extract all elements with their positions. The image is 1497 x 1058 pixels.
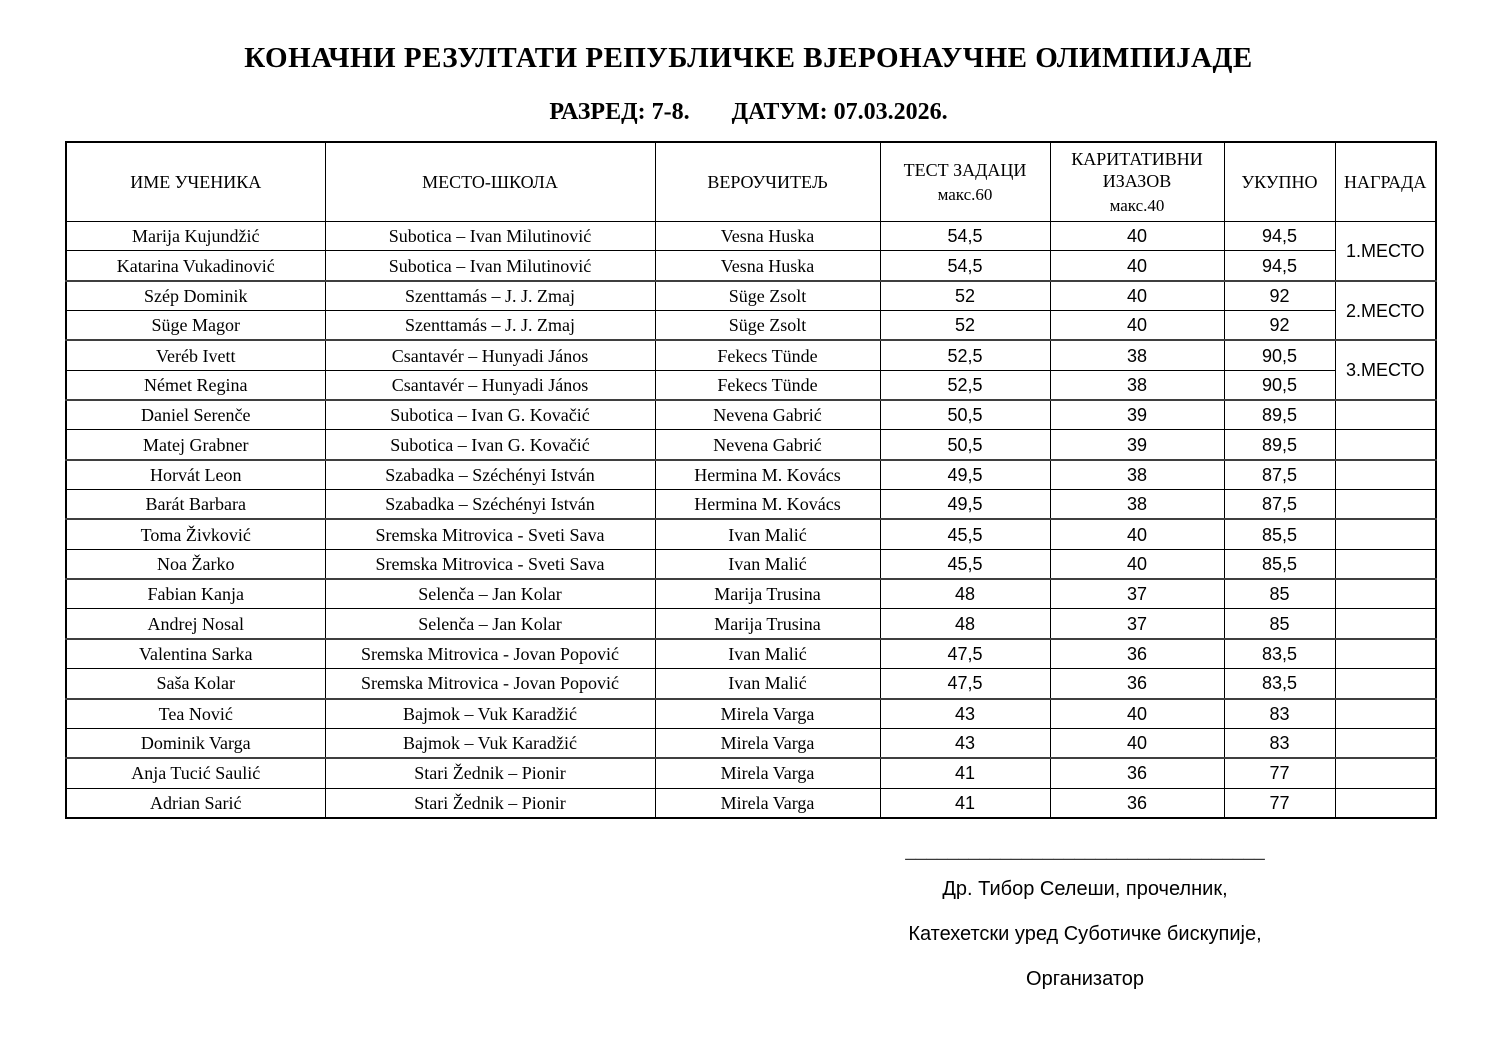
school-cell: Sremska Mitrovica - Jovan Popović — [325, 669, 655, 699]
award-cell — [1335, 788, 1436, 818]
test-score-cell: 41 — [880, 758, 1050, 788]
test-score-cell: 54,5 — [880, 251, 1050, 281]
results-row — [66, 639, 1436, 669]
total-score-cell: 90,5 — [1224, 370, 1335, 400]
teacher-cell: Mirela Varga — [655, 699, 880, 729]
test-score-cell: 52,5 — [880, 340, 1050, 370]
teacher-cell: Ivan Malić — [655, 639, 880, 669]
school-cell: Selenča – Jan Kolar — [325, 609, 655, 639]
header-student-name: ИМЕ УЧЕНИКА — [66, 142, 325, 222]
test-score-cell: 49,5 — [880, 460, 1050, 490]
award-cell: 3.МЕСТО — [1335, 340, 1436, 400]
school-cell: Szenttamás – J. J. Zmaj — [325, 311, 655, 341]
results-row — [66, 788, 1436, 818]
student-name-cell: Andrej Nosal — [66, 609, 325, 639]
subtitle-class-label: РАЗРЕД: 7-8. — [549, 99, 690, 125]
teacher-cell: Ivan Malić — [655, 549, 880, 579]
charity-score-cell: 38 — [1050, 490, 1224, 520]
total-score-cell: 85,5 — [1224, 549, 1335, 579]
student-name-cell: Német Regina — [66, 370, 325, 400]
test-score-cell: 48 — [880, 609, 1050, 639]
teacher-cell: Süge Zsolt — [655, 311, 880, 341]
test-score-cell: 52,5 — [880, 370, 1050, 400]
award-cell — [1335, 639, 1436, 669]
header-total: УКУПНО — [1224, 142, 1335, 222]
test-score-cell: 54,5 — [880, 222, 1050, 251]
total-score-cell: 89,5 — [1224, 400, 1335, 430]
test-score-cell: 49,5 — [880, 490, 1050, 520]
teacher-cell: Nevena Gabrić — [655, 430, 880, 460]
teacher-cell: Fekecs Tünde — [655, 370, 880, 400]
total-score-cell: 77 — [1224, 758, 1335, 788]
student-name-cell: Matej Grabner — [66, 430, 325, 460]
results-row — [66, 340, 1436, 370]
student-name-cell: Toma Živković — [66, 519, 325, 549]
results-row — [66, 669, 1436, 699]
header-test — [880, 142, 1050, 222]
teacher-cell: Nevena Gabrić — [655, 400, 880, 430]
total-score-cell: 87,5 — [1224, 460, 1335, 490]
teacher-cell: Fekecs Tünde — [655, 340, 880, 370]
student-name-cell: Saša Kolar — [66, 669, 325, 699]
results-row — [66, 490, 1436, 520]
signatory-name: Др. Тибор Селеши, прочелник, — [942, 878, 1228, 900]
total-score-cell: 85,5 — [1224, 519, 1335, 549]
school-cell: Sremska Mitrovica - Jovan Popović — [325, 639, 655, 669]
signatory-office: Катехетски уред Суботичке бискупије, — [908, 923, 1262, 945]
teacher-cell: Mirela Varga — [655, 728, 880, 758]
teacher-cell: Mirela Varga — [655, 788, 880, 818]
charity-score-cell: 40 — [1050, 222, 1224, 251]
student-name-cell: Horvát Leon — [66, 460, 325, 490]
charity-score-cell: 39 — [1050, 430, 1224, 460]
header-charity-label1: КАРИТАТИВНИ — [1071, 148, 1203, 169]
student-name-cell: Adrian Sarić — [66, 788, 325, 818]
student-name-cell: Valentina Sarka — [66, 639, 325, 669]
charity-score-cell: 36 — [1050, 639, 1224, 669]
charity-score-cell: 38 — [1050, 370, 1224, 400]
teacher-cell: Marija Trusina — [655, 579, 880, 609]
charity-score-cell: 40 — [1050, 699, 1224, 729]
teacher-cell: Hermina M. Kovács — [655, 490, 880, 520]
school-cell: Szabadka – Széchényi István — [325, 460, 655, 490]
results-row — [66, 579, 1436, 609]
charity-score-cell: 40 — [1050, 251, 1224, 281]
charity-score-cell: 38 — [1050, 460, 1224, 490]
school-cell: Szabadka – Széchényi István — [325, 490, 655, 520]
school-cell: Stari Žednik – Pionir — [325, 788, 655, 818]
school-cell: Szenttamás – J. J. Zmaj — [325, 281, 655, 311]
header-school: МЕСТО-ШКОЛА — [325, 142, 655, 222]
signature-block — [735, 840, 1435, 1013]
header-award: НАГРАДА — [1335, 142, 1436, 222]
award-cell — [1335, 430, 1436, 460]
award-cell — [1335, 460, 1436, 490]
test-score-cell: 47,5 — [880, 669, 1050, 699]
test-score-cell: 48 — [880, 579, 1050, 609]
school-cell: Subotica – Ivan G. Kovačić — [325, 400, 655, 430]
results-row — [66, 699, 1436, 729]
test-score-cell: 50,5 — [880, 400, 1050, 430]
header-charity-label2: ИЗАЗОВ — [1102, 171, 1172, 192]
test-score-cell: 50,5 — [880, 430, 1050, 460]
total-score-cell: 94,5 — [1224, 251, 1335, 281]
results-row — [66, 251, 1436, 281]
charity-score-cell: 36 — [1050, 669, 1224, 699]
page-title: КОНАЧНИ РЕЗУЛТАТИ РЕПУБЛИЧКЕ ВЈЕРОНАУЧНЕ ОЛИМПИЈАДЕ — [244, 42, 1253, 74]
test-score-cell: 45,5 — [880, 519, 1050, 549]
total-score-cell: 92 — [1224, 311, 1335, 341]
award-cell — [1335, 549, 1436, 579]
header-teacher: ВЕРОУЧИТЕЉ — [655, 142, 880, 222]
results-row — [66, 758, 1436, 788]
results-row — [66, 281, 1436, 311]
charity-score-cell: 36 — [1050, 788, 1224, 818]
teacher-cell: Süge Zsolt — [655, 281, 880, 311]
school-cell: Sremska Mitrovica - Sveti Sava — [325, 519, 655, 549]
subtitle-date-label: ДАТУМ: 07.03.2026. — [731, 99, 948, 125]
charity-score-cell: 37 — [1050, 609, 1224, 639]
total-score-cell: 77 — [1224, 788, 1335, 818]
results-row — [66, 400, 1436, 430]
teacher-cell: Marija Trusina — [655, 609, 880, 639]
award-cell: 1.МЕСТО — [1335, 222, 1436, 281]
teacher-cell: Vesna Huska — [655, 222, 880, 251]
results-row — [66, 549, 1436, 579]
student-name-cell: Fabian Kanja — [66, 579, 325, 609]
test-score-cell: 43 — [880, 699, 1050, 729]
school-cell: Stari Žednik – Pionir — [325, 758, 655, 788]
student-name-cell: Barát Barbara — [66, 490, 325, 520]
student-name-cell: Süge Magor — [66, 311, 325, 341]
award-cell — [1335, 609, 1436, 639]
award-cell — [1335, 728, 1436, 758]
total-score-cell: 89,5 — [1224, 430, 1335, 460]
header-row — [66, 142, 1436, 222]
student-name-cell: Tea Nović — [66, 699, 325, 729]
results-row — [66, 519, 1436, 549]
student-name-cell: Veréb Ivett — [66, 340, 325, 370]
school-cell: Sremska Mitrovica - Sveti Sava — [325, 549, 655, 579]
total-score-cell: 90,5 — [1224, 340, 1335, 370]
school-cell: Csantavér – Hunyadi János — [325, 370, 655, 400]
header-test-label: ТЕСТ ЗАДАЦИ — [903, 160, 1027, 181]
results-row — [66, 311, 1436, 341]
award-cell — [1335, 758, 1436, 788]
charity-score-cell: 40 — [1050, 519, 1224, 549]
header-charity-max: макс.40 — [1109, 195, 1165, 215]
teacher-cell: Mirela Varga — [655, 758, 880, 788]
school-cell: Subotica – Ivan G. Kovačić — [325, 430, 655, 460]
results-row — [66, 728, 1436, 758]
total-score-cell: 85 — [1224, 609, 1335, 639]
award-cell — [1335, 579, 1436, 609]
test-score-cell: 45,5 — [880, 549, 1050, 579]
results-row — [66, 222, 1436, 251]
teacher-cell: Ivan Malić — [655, 669, 880, 699]
charity-score-cell: 36 — [1050, 758, 1224, 788]
total-score-cell: 87,5 — [1224, 490, 1335, 520]
total-score-cell: 83 — [1224, 699, 1335, 729]
results-row — [66, 460, 1436, 490]
student-name-cell: Szép Dominik — [66, 281, 325, 311]
award-cell — [1335, 519, 1436, 549]
total-score-cell: 83 — [1224, 728, 1335, 758]
charity-score-cell: 40 — [1050, 311, 1224, 341]
header-test-max: макс.60 — [937, 184, 993, 204]
teacher-cell: Hermina M. Kovács — [655, 460, 880, 490]
award-cell — [1335, 490, 1436, 520]
student-name-cell: Noa Žarko — [66, 549, 325, 579]
charity-score-cell: 39 — [1050, 400, 1224, 430]
school-cell: Subotica – Ivan Milutinović — [325, 251, 655, 281]
award-cell: 2.МЕСТО — [1335, 281, 1436, 341]
results-table — [65, 141, 1437, 819]
student-name-cell: Katarina Vukadinović — [66, 251, 325, 281]
school-cell: Selenča – Jan Kolar — [325, 579, 655, 609]
school-cell: Csantavér – Hunyadi János — [325, 340, 655, 370]
school-cell: Subotica – Ivan Milutinović — [325, 222, 655, 251]
test-score-cell: 43 — [880, 728, 1050, 758]
teacher-cell: Ivan Malić — [655, 519, 880, 549]
results-row — [66, 370, 1436, 400]
teacher-cell: Vesna Huska — [655, 251, 880, 281]
total-score-cell: 92 — [1224, 281, 1335, 311]
student-name-cell: Marija Kujundžić — [66, 222, 325, 251]
charity-score-cell: 40 — [1050, 281, 1224, 311]
charity-score-cell: 37 — [1050, 579, 1224, 609]
total-score-cell: 83,5 — [1224, 669, 1335, 699]
signature-line: __________________________________ — [905, 840, 1265, 861]
test-score-cell: 52 — [880, 281, 1050, 311]
results-row — [66, 430, 1436, 460]
signatory-role: Организатор — [1026, 968, 1144, 990]
charity-score-cell: 40 — [1050, 728, 1224, 758]
award-cell — [1335, 400, 1436, 430]
total-score-cell: 85 — [1224, 579, 1335, 609]
school-cell: Bajmok – Vuk Karadžić — [325, 728, 655, 758]
test-score-cell: 47,5 — [880, 639, 1050, 669]
award-cell — [1335, 669, 1436, 699]
award-cell — [1335, 699, 1436, 729]
results-row — [66, 609, 1436, 639]
school-cell: Bajmok – Vuk Karadžić — [325, 699, 655, 729]
total-score-cell: 83,5 — [1224, 639, 1335, 669]
test-score-cell: 41 — [880, 788, 1050, 818]
test-score-cell: 52 — [880, 311, 1050, 341]
charity-score-cell: 40 — [1050, 549, 1224, 579]
page-subtitle — [30, 99, 1467, 126]
total-score-cell: 94,5 — [1224, 222, 1335, 251]
charity-score-cell: 38 — [1050, 340, 1224, 370]
student-name-cell: Anja Tucić Saulić — [66, 758, 325, 788]
student-name-cell: Dominik Varga — [66, 728, 325, 758]
header-charity — [1050, 142, 1224, 222]
student-name-cell: Daniel Serenče — [66, 400, 325, 430]
